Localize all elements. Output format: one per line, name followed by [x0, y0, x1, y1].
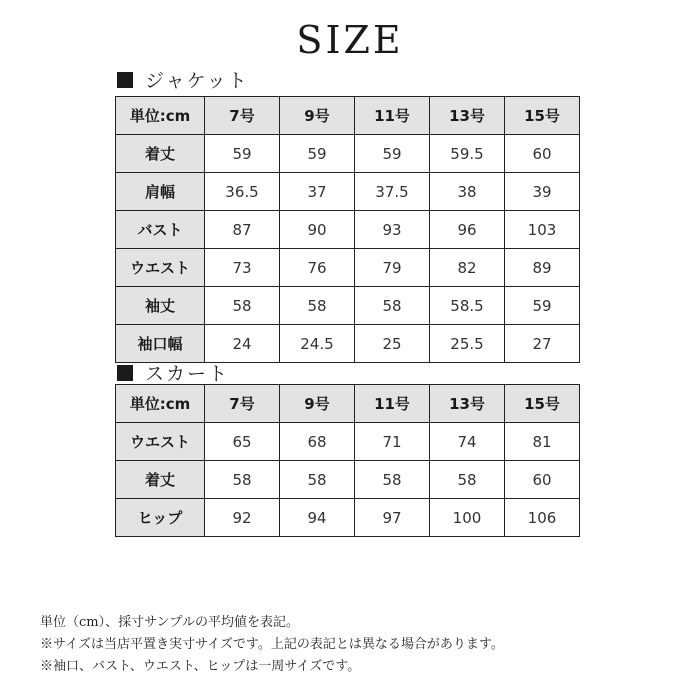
- header-cell: 13号: [430, 385, 505, 423]
- table-cell: 58: [280, 461, 355, 499]
- table-cell: 25: [355, 325, 430, 363]
- table-cell: 58: [430, 461, 505, 499]
- table-cell: 59: [280, 135, 355, 173]
- table-cell: 25.5: [430, 325, 505, 363]
- table-row: [116, 325, 580, 363]
- table-cell: 59: [355, 135, 430, 173]
- header-cell: 7号: [205, 97, 280, 135]
- jacket-size-table: [115, 96, 580, 363]
- table-cell: 58: [280, 287, 355, 325]
- table-cell: 90: [280, 211, 355, 249]
- header-cell: 9号: [280, 385, 355, 423]
- table-cell: 97: [355, 499, 430, 537]
- table-cell: 96: [430, 211, 505, 249]
- header-cell: 11号: [355, 385, 430, 423]
- header-cell: 単位:cm: [116, 385, 205, 423]
- header-cell: 15号: [505, 385, 580, 423]
- row-label: 袖丈: [116, 287, 205, 325]
- table-row: [116, 461, 580, 499]
- square-bullet-icon: [117, 72, 133, 88]
- table-cell: 24: [205, 325, 280, 363]
- table-cell: 100: [430, 499, 505, 537]
- table-cell: 89: [505, 249, 580, 287]
- table-row: [116, 423, 580, 461]
- table-cell: 103: [505, 211, 580, 249]
- table-row: [116, 287, 580, 325]
- table-cell: 87: [205, 211, 280, 249]
- table-cell: 36.5: [205, 173, 280, 211]
- size-notes: [40, 612, 504, 678]
- square-bullet-icon: [117, 365, 133, 381]
- table-row: [116, 499, 580, 537]
- table-row: [116, 173, 580, 211]
- table-cell: 59: [205, 135, 280, 173]
- table-cell: 73: [205, 249, 280, 287]
- table-cell: 82: [430, 249, 505, 287]
- table-row: [116, 211, 580, 249]
- table-cell: 71: [355, 423, 430, 461]
- row-label: バスト: [116, 211, 205, 249]
- note-line: 単位（cm）、採寸サンプルの平均値を表記。: [40, 615, 299, 630]
- table-cell: 60: [505, 461, 580, 499]
- table-cell: 58: [355, 287, 430, 325]
- table-cell: 39: [505, 173, 580, 211]
- row-label: ウエスト: [116, 249, 205, 287]
- table-cell: 58: [205, 287, 280, 325]
- table-row: [116, 135, 580, 173]
- table-cell: 59.5: [430, 135, 505, 173]
- row-label: 着丈: [116, 135, 205, 173]
- table-cell: 37.5: [355, 173, 430, 211]
- header-cell: 9号: [280, 97, 355, 135]
- note-line: ※袖口、バスト、ウエスト、ヒップは一周サイズです。: [40, 659, 361, 674]
- skirt-heading-label: スカート: [145, 363, 230, 385]
- header-cell: 単位:cm: [116, 97, 205, 135]
- table-header-row: [116, 97, 580, 135]
- table-cell: 106: [505, 499, 580, 537]
- table-cell: 38: [430, 173, 505, 211]
- table-cell: 58: [355, 461, 430, 499]
- table-cell: 81: [505, 423, 580, 461]
- header-cell: 13号: [430, 97, 505, 135]
- table-row: [116, 249, 580, 287]
- jacket-heading-label: ジャケット: [145, 70, 249, 92]
- table-cell: 24.5: [280, 325, 355, 363]
- table-cell: 94: [280, 499, 355, 537]
- table-cell: 93: [355, 211, 430, 249]
- skirt-heading: [117, 359, 229, 386]
- table-cell: 92: [205, 499, 280, 537]
- table-cell: 59: [505, 287, 580, 325]
- page-title: SIZE: [296, 18, 404, 62]
- header-cell: 15号: [505, 97, 580, 135]
- table-cell: 60: [505, 135, 580, 173]
- table-cell: 65: [205, 423, 280, 461]
- table-cell: 68: [280, 423, 355, 461]
- table-cell: 74: [430, 423, 505, 461]
- jacket-heading: [117, 66, 249, 93]
- table-header-row: [116, 385, 580, 423]
- table-cell: 79: [355, 249, 430, 287]
- table-cell: 58.5: [430, 287, 505, 325]
- header-cell: 7号: [205, 385, 280, 423]
- table-cell: 58: [205, 461, 280, 499]
- row-label: 着丈: [116, 461, 205, 499]
- table-cell: 76: [280, 249, 355, 287]
- header-cell: 11号: [355, 97, 430, 135]
- row-label: 袖口幅: [116, 325, 205, 363]
- row-label: ウエスト: [116, 423, 205, 461]
- row-label: 肩幅: [116, 173, 205, 211]
- table-cell: 37: [280, 173, 355, 211]
- table-cell: 27: [505, 325, 580, 363]
- row-label: ヒップ: [116, 499, 205, 537]
- skirt-size-table: [115, 384, 580, 537]
- note-line: ※サイズは当店平置き実寸サイズです。上記の表記とは異なる場合があります。: [40, 637, 504, 652]
